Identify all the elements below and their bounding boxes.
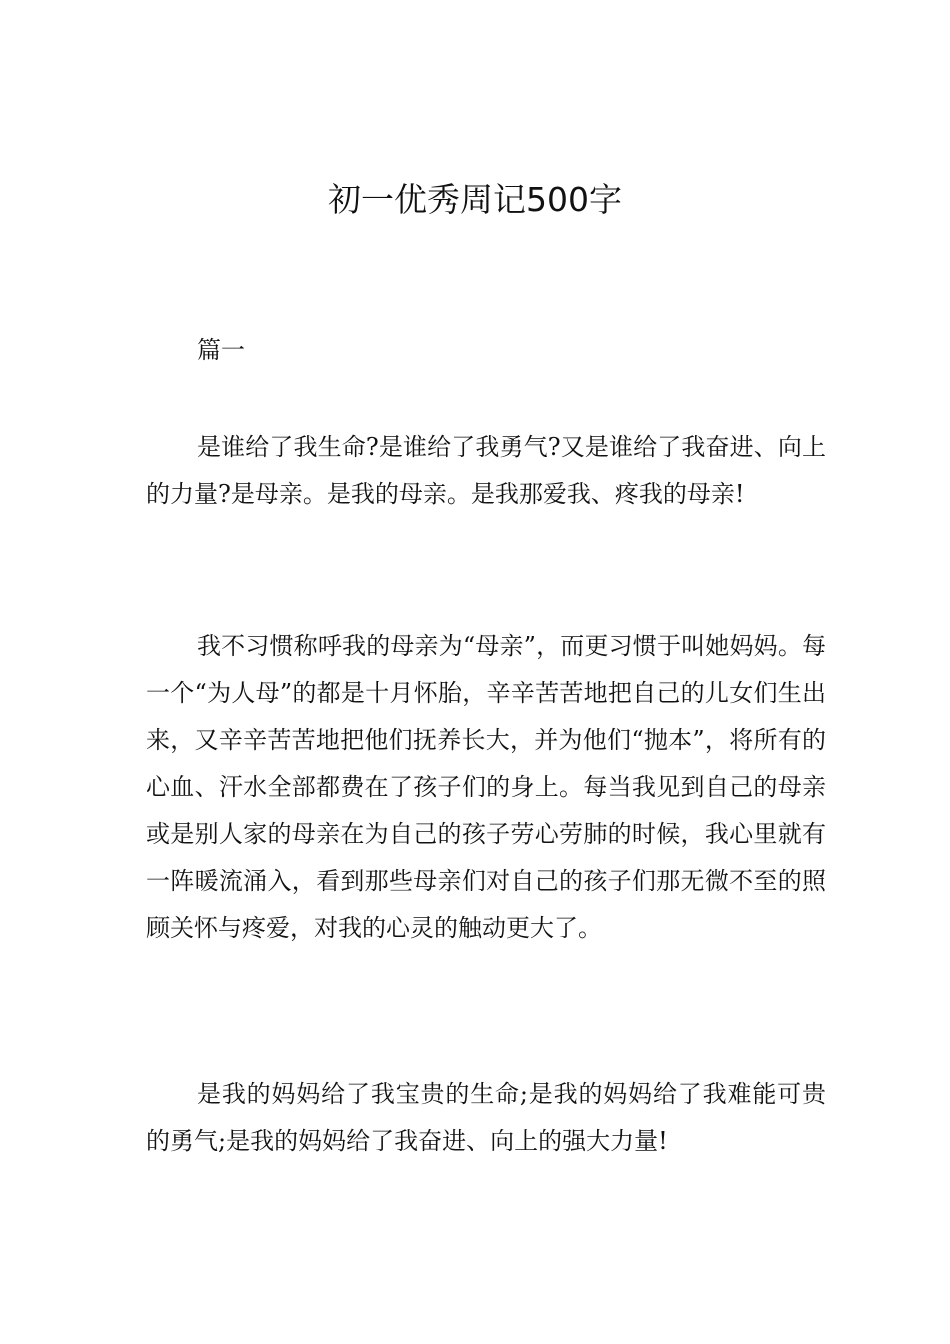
paragraph-2: 我不习惯称呼我的母亲为“母亲”，而更习惯于叫她妈妈。每一个“为人母”的都是十月怀胎，辛辛苦苦地把自己的儿女们生出来，又辛辛苦苦地把他们抚养长大，并为他们“抛本”，将所有的心血、汗水全部都费在了孩子们的身上。每当我见到自己的母亲或是别人家的母亲在为自己的孩子劳心劳肺的时候，我心里就有一阵暖流涌入，看到那些母亲们对自己的孩子们那无微不至的照顾关怀与疼爱，对我的心灵的触动更大了。 <box>146 632 826 942</box>
paragraph-3: 是我的妈妈给了我宝贵的生命;是我的妈妈给了我难能可贵的勇气;是我的妈妈给了我奋进、向上的强大力量! <box>146 1080 826 1155</box>
section-label: 篇一 <box>197 336 245 364</box>
paragraph-1: 是谁给了我生命?是谁给了我勇气?又是谁给了我奋进、向上的力量?是母亲。是我的母亲。是我那爱我、疼我的母亲! <box>146 433 826 508</box>
document-title: 初一优秀周记500字 <box>328 180 622 219</box>
